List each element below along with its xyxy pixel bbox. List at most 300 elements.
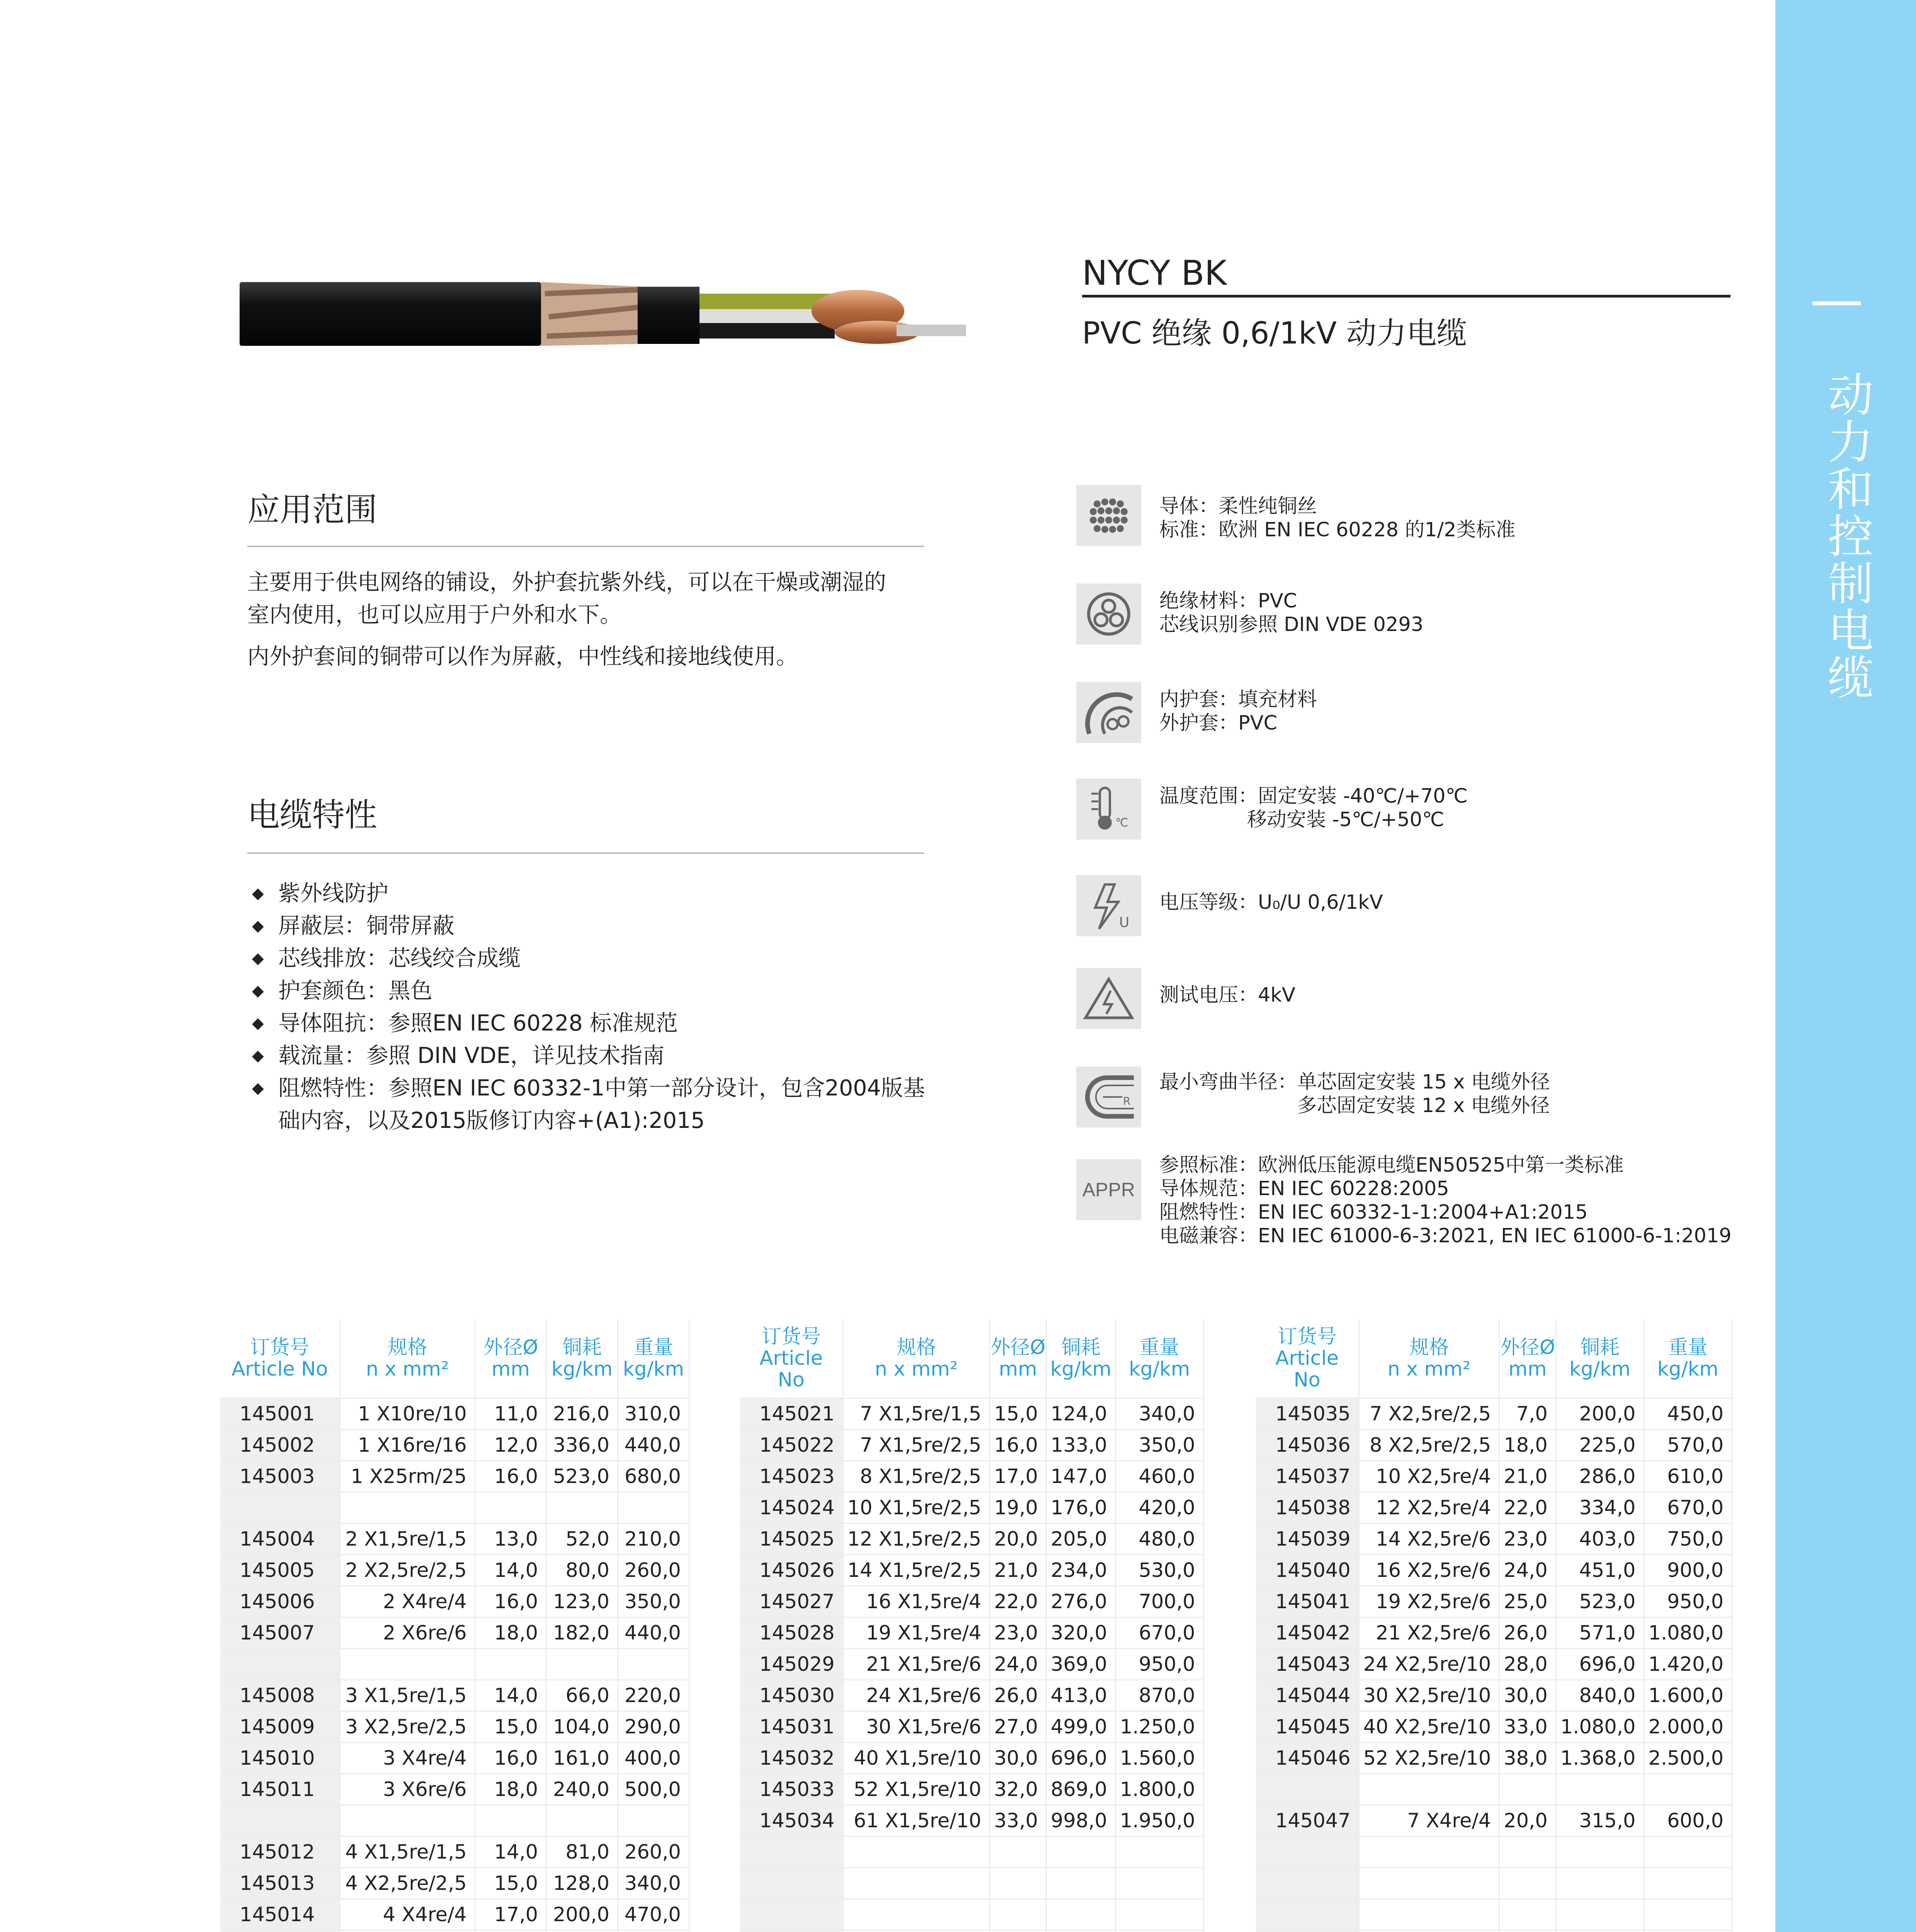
thermometer-icon xyxy=(1076,779,1141,840)
table-cell: 145024 xyxy=(740,1492,843,1524)
table-cell: 700,0 xyxy=(1115,1586,1203,1617)
table-cell: 21,0 xyxy=(1499,1461,1556,1492)
thermometer-label: ℃ xyxy=(1115,816,1128,830)
table-row xyxy=(740,1930,1203,1932)
table-cell: 145022 xyxy=(740,1430,843,1461)
table-header-cell: 外径Ø mm xyxy=(475,1320,546,1398)
table-row xyxy=(740,1837,1203,1868)
product-subtitle: PVC 绝缘 0,6/1kV 动力电缆 xyxy=(1082,316,1467,351)
table-cell: 413,0 xyxy=(1046,1680,1115,1711)
table-cell: 24,0 xyxy=(1499,1555,1556,1586)
feature-item xyxy=(247,1007,943,1039)
table-cell: 145021 xyxy=(740,1398,843,1430)
table-cell xyxy=(1115,1930,1203,1932)
bullet-icon: ◆ xyxy=(252,1079,264,1097)
table-cell xyxy=(1256,1868,1359,1899)
table-cell: 696,0 xyxy=(1046,1743,1115,1774)
table-cell: 1.368,0 xyxy=(1556,1743,1644,1774)
product-rule xyxy=(1082,295,1731,298)
table-row xyxy=(740,1868,1203,1899)
table-cell: 145029 xyxy=(740,1649,843,1680)
spec-table-3 xyxy=(1256,1320,1732,1932)
table-row xyxy=(220,1524,689,1555)
table-cell: 16 X1,5re/4 xyxy=(843,1586,990,1617)
table-cell xyxy=(1359,1837,1499,1868)
features-rule xyxy=(247,852,924,854)
table-cell: 145034 xyxy=(740,1805,843,1837)
table-cell: 33,0 xyxy=(990,1805,1046,1837)
table-cell: 145030 xyxy=(740,1680,843,1711)
table-cell: 2.500,0 xyxy=(1644,1743,1732,1774)
table-cell: 290,0 xyxy=(618,1711,689,1743)
table-row xyxy=(1256,1555,1732,1586)
table-cell: 145011 xyxy=(220,1774,340,1805)
table-cell xyxy=(740,1930,843,1932)
table-cell: 61 X1,5re/10 xyxy=(843,1805,990,1837)
table-cell: 145014 xyxy=(220,1899,340,1930)
table-cell: 145038 xyxy=(1256,1492,1359,1524)
table-cell: 145002 xyxy=(220,1430,340,1461)
table-cell: 30,0 xyxy=(1499,1680,1556,1711)
table-cell: 145013 xyxy=(220,1868,340,1899)
table-cell xyxy=(1256,1837,1359,1868)
table-header-cell: 重量 kg/km xyxy=(618,1320,689,1398)
table-cell: 320,0 xyxy=(1046,1617,1115,1649)
table-cell xyxy=(618,1492,689,1524)
table-row xyxy=(1256,1586,1732,1617)
table-cell: 8 X1,5re/2,5 xyxy=(843,1461,990,1492)
bullet-icon: ◆ xyxy=(252,1047,264,1065)
table-cell: 1.600,0 xyxy=(1644,1680,1732,1711)
table-row xyxy=(1256,1711,1732,1743)
table-cell: 23,0 xyxy=(1499,1524,1556,1555)
table-cell: 334,0 xyxy=(1556,1492,1644,1524)
table-row xyxy=(740,1680,1203,1711)
table-cell: 145045 xyxy=(1256,1711,1359,1743)
table-header-cell: 订货号 Article No xyxy=(220,1320,340,1398)
table-cell: 420,0 xyxy=(1115,1492,1203,1524)
table-row xyxy=(220,1461,689,1492)
feature-text: 阻燃特性：参照EN IEC 60332-1中第一部分设计，包含2004版基 xyxy=(278,1075,925,1101)
table-cell: 145036 xyxy=(1256,1430,1359,1461)
table-row xyxy=(1256,1680,1732,1711)
features-list xyxy=(247,877,943,1137)
table-row xyxy=(220,1492,689,1524)
side-band xyxy=(1775,0,1916,1932)
table-cell: 3 X6re/6 xyxy=(340,1774,475,1805)
table-row xyxy=(220,1930,689,1932)
table-cell xyxy=(843,1868,990,1899)
table-cell: 52,0 xyxy=(546,1524,618,1555)
table-cell: 21 X2,5re/6 xyxy=(1359,1617,1499,1649)
table-cell: 145046 xyxy=(1256,1743,1359,1774)
table-row xyxy=(1256,1398,1732,1430)
table-cell: 1.560,0 xyxy=(1115,1743,1203,1774)
table-cell: 145010 xyxy=(220,1743,340,1774)
table-cell: 403,0 xyxy=(1556,1524,1644,1555)
table-cell: 145012 xyxy=(220,1837,340,1868)
features-title: 电缆特性 xyxy=(247,796,378,834)
feature-text: 芯线排放：芯线绞合成缆 xyxy=(278,946,521,971)
table-cell: 315,0 xyxy=(1556,1805,1644,1837)
table-row xyxy=(740,1649,1203,1680)
table-row xyxy=(220,1430,689,1461)
table-cell: 145003 xyxy=(220,1461,340,1492)
table-cell: 470,0 xyxy=(618,1899,689,1930)
table-cell: 350,0 xyxy=(618,1586,689,1617)
table-header-cell: 规格 n x mm² xyxy=(1359,1320,1499,1398)
table-cell xyxy=(1046,1899,1115,1930)
table-cell xyxy=(1644,1930,1732,1932)
table-cell: 14 X1,5re/2,5 xyxy=(843,1555,990,1586)
table-cell xyxy=(1556,1899,1644,1930)
table-row xyxy=(220,1555,689,1586)
table-cell: 80,0 xyxy=(546,1555,618,1586)
table-cell: 570,0 xyxy=(1644,1430,1732,1461)
table-cell xyxy=(1556,1774,1644,1805)
bullet-icon: ◆ xyxy=(252,917,264,935)
table-row xyxy=(1256,1492,1732,1524)
table-cell: 480,0 xyxy=(1115,1524,1203,1555)
table-cell: 336,0 xyxy=(546,1430,618,1461)
table-cell: 870,0 xyxy=(1115,1680,1203,1711)
conductor-strands-icon xyxy=(1076,485,1141,546)
table-cell: 145039 xyxy=(1256,1524,1359,1555)
table-cell: 7 X1,5re/1,5 xyxy=(843,1398,990,1430)
table-cell: 30 X2,5re/10 xyxy=(1359,1680,1499,1711)
table-cell: 216,0 xyxy=(546,1398,618,1430)
table-cell: 182,0 xyxy=(546,1617,618,1649)
table-cell: 1.800,0 xyxy=(1115,1774,1203,1805)
table-cell: 696,0 xyxy=(1556,1649,1644,1680)
table-header-cell: 订货号 Article No xyxy=(740,1320,843,1398)
table-cell: 234,0 xyxy=(1046,1555,1115,1586)
table-row xyxy=(740,1711,1203,1743)
table-cell: 240,0 xyxy=(546,1774,618,1805)
table-header-cell: 规格 n x mm² xyxy=(340,1320,475,1398)
table-cell: 3 X1,5re/1,5 xyxy=(340,1680,475,1711)
table-cell: 145032 xyxy=(740,1743,843,1774)
table-row xyxy=(1256,1524,1732,1555)
feature-item xyxy=(247,910,943,942)
table-cell xyxy=(843,1837,990,1868)
table-cell xyxy=(220,1805,340,1837)
table-cell: 869,0 xyxy=(1046,1774,1115,1805)
table-cell xyxy=(340,1805,475,1837)
spec-standards: 参照标准：欧洲低压能源电缆EN50525中第一类标准 导体规范：EN IEC 60228:2005 阻燃特性：EN IEC 60332-1-1:2004+A1:2015 电磁兼容：EN IEC 61000-6-3:2021, EN IEC 61000-6-1:2019 xyxy=(1159,1154,1732,1247)
table-row xyxy=(740,1805,1203,1837)
side-dash xyxy=(1812,301,1861,305)
table-row xyxy=(740,1461,1203,1492)
table-row xyxy=(220,1711,689,1743)
spec-test-voltage: 测试电压：4kV xyxy=(1159,984,1295,1007)
table-header-cell: 外径Ø mm xyxy=(990,1320,1046,1398)
table-header-cell: 铜耗 kg/km xyxy=(1556,1320,1644,1398)
table-cell: 145005 xyxy=(220,1555,340,1586)
table-cell: 145047 xyxy=(1256,1805,1359,1837)
table-cell: 128,0 xyxy=(546,1868,618,1899)
table-row xyxy=(220,1649,689,1680)
spec-insulation: 绝缘材料：PVC 芯线识别参照 DIN VDE 0293 xyxy=(1159,590,1424,636)
feature-text: 紫外线防护 xyxy=(278,881,388,906)
table-cell: 205,0 xyxy=(1046,1524,1115,1555)
table-cell: 1.950,0 xyxy=(1115,1805,1203,1837)
table-cell: 4 X1,5re/1,5 xyxy=(340,1837,475,1868)
table-cell: 680,0 xyxy=(618,1461,689,1492)
spec-voltage: 电压等级：U₀/U 0,6/1kV xyxy=(1159,891,1383,914)
table-cell: 1.080,0 xyxy=(1644,1617,1732,1649)
table-cell: 200,0 xyxy=(1556,1398,1644,1430)
table-cell xyxy=(546,1492,618,1524)
table-cell: 225,0 xyxy=(1556,1430,1644,1461)
table-cell xyxy=(1046,1868,1115,1899)
table-row xyxy=(1256,1868,1732,1899)
table-row xyxy=(220,1586,689,1617)
table-cell: 15,0 xyxy=(475,1868,546,1899)
table-header-cell: 重量 kg/km xyxy=(1115,1320,1203,1398)
table-cell: 33,0 xyxy=(1499,1711,1556,1743)
table-cell: 18,0 xyxy=(475,1774,546,1805)
bullet-icon: ◆ xyxy=(252,884,264,902)
table-cell: 20,0 xyxy=(1499,1805,1556,1837)
table-cell: 52 X2,5re/10 xyxy=(1359,1743,1499,1774)
table-row xyxy=(1256,1617,1732,1649)
table-cell: 900,0 xyxy=(1644,1555,1732,1586)
table-cell: 2.000,0 xyxy=(1644,1711,1732,1743)
table-cell xyxy=(843,1899,990,1930)
table-cell xyxy=(1359,1868,1499,1899)
table-cell: 12,0 xyxy=(475,1430,546,1461)
table-cell: 286,0 xyxy=(1556,1461,1644,1492)
table-cell: 2 X6re/6 xyxy=(340,1617,475,1649)
table-cell xyxy=(1556,1868,1644,1899)
table-cell: 13,0 xyxy=(475,1524,546,1555)
table-cell: 369,0 xyxy=(1046,1649,1115,1680)
table-cell: 998,0 xyxy=(1046,1805,1115,1837)
table-cell: 145025 xyxy=(740,1524,843,1555)
table-cell xyxy=(990,1868,1046,1899)
table-cell xyxy=(618,1930,689,1932)
table-cell xyxy=(1359,1899,1499,1930)
table-cell: 19,0 xyxy=(990,1492,1046,1524)
table-row xyxy=(220,1398,689,1430)
table-cell xyxy=(1256,1774,1359,1805)
table-cell: 8 X2,5re/2,5 xyxy=(1359,1430,1499,1461)
table-cell: 7 X1,5re/2,5 xyxy=(843,1430,990,1461)
table-cell: 17,0 xyxy=(475,1899,546,1930)
table-cell: 24 X1,5re/6 xyxy=(843,1680,990,1711)
table-row xyxy=(740,1430,1203,1461)
table-cell xyxy=(1644,1899,1732,1930)
table-cell: 18,0 xyxy=(1499,1430,1556,1461)
table-cell: 460,0 xyxy=(1115,1461,1203,1492)
table-cell: 26,0 xyxy=(1499,1617,1556,1649)
table-cell xyxy=(1046,1930,1115,1932)
table-cell xyxy=(475,1930,546,1932)
table-cell: 52 X1,5re/10 xyxy=(843,1774,990,1805)
table-cell xyxy=(475,1492,546,1524)
table-cell: 450,0 xyxy=(1644,1398,1732,1430)
table-cell: 145008 xyxy=(220,1680,340,1711)
table-cell: 840,0 xyxy=(1556,1680,1644,1711)
table-cell: 24 X2,5re/10 xyxy=(1359,1649,1499,1680)
table-cell: 440,0 xyxy=(618,1430,689,1461)
bullet-icon: ◆ xyxy=(252,982,264,1000)
table-cell: 16,0 xyxy=(475,1461,546,1492)
application-text xyxy=(247,566,939,682)
table-cell: 12 X2,5re/4 xyxy=(1359,1492,1499,1524)
table-cell xyxy=(1556,1930,1644,1932)
table-cell: 145035 xyxy=(1256,1398,1359,1430)
table-cell: 2 X2,5re/2,5 xyxy=(340,1555,475,1586)
table-cell xyxy=(1115,1837,1203,1868)
table-row xyxy=(740,1743,1203,1774)
table-cell: 1 X10re/10 xyxy=(340,1398,475,1430)
table-row xyxy=(740,1899,1203,1930)
table-cell: 16 X2,5re/6 xyxy=(1359,1555,1499,1586)
table-cell: 32,0 xyxy=(990,1774,1046,1805)
table-cell xyxy=(220,1492,340,1524)
table-cell xyxy=(546,1649,618,1680)
table-cell: 81,0 xyxy=(546,1837,618,1868)
table-cell: 133,0 xyxy=(1046,1430,1115,1461)
table-cell: 145009 xyxy=(220,1711,340,1743)
table-row xyxy=(220,1680,689,1711)
table-cell: 260,0 xyxy=(618,1555,689,1586)
spec-temperature: 温度范围：固定安装 -40℃/+70℃ 移动安装 -5℃/+50℃ xyxy=(1159,785,1468,831)
table-row xyxy=(1256,1430,1732,1461)
table-cell xyxy=(475,1649,546,1680)
table-cell: 145026 xyxy=(740,1555,843,1586)
bullet-icon: ◆ xyxy=(252,949,264,967)
table-cell: 14,0 xyxy=(475,1680,546,1711)
table-cell: 21 X1,5re/6 xyxy=(843,1649,990,1680)
table-cell: 2 X4re/4 xyxy=(340,1586,475,1617)
table-header-row xyxy=(740,1320,1203,1398)
table-cell: 145007 xyxy=(220,1617,340,1649)
feature-item xyxy=(247,975,943,1007)
table-cell: 145041 xyxy=(1256,1586,1359,1617)
table-cell xyxy=(1046,1837,1115,1868)
table-header-cell: 铜耗 kg/km xyxy=(546,1320,618,1398)
table-cell: 10 X2,5re/4 xyxy=(1359,1461,1499,1492)
table-cell: 124,0 xyxy=(1046,1398,1115,1430)
application-rule xyxy=(247,546,924,547)
table-cell: 145031 xyxy=(740,1711,843,1743)
approval-icon xyxy=(1076,1159,1141,1220)
table-cell xyxy=(740,1899,843,1930)
table-cell: 210,0 xyxy=(618,1524,689,1555)
table-row xyxy=(220,1868,689,1899)
table-cell: 145006 xyxy=(220,1586,340,1617)
table-row xyxy=(220,1837,689,1868)
table-cell: 161,0 xyxy=(546,1743,618,1774)
table-cell xyxy=(1115,1868,1203,1899)
table-cell xyxy=(1556,1837,1644,1868)
table-cell: 571,0 xyxy=(1556,1617,1644,1649)
table-cell: 950,0 xyxy=(1115,1649,1203,1680)
table-row xyxy=(220,1743,689,1774)
insulation-cores-icon xyxy=(1076,583,1141,645)
table-cell: 11,0 xyxy=(475,1398,546,1430)
voltage-label: U xyxy=(1119,915,1130,930)
table-row xyxy=(740,1524,1203,1555)
table-header-row xyxy=(1256,1320,1732,1398)
table-cell: 40 X2,5re/10 xyxy=(1359,1711,1499,1743)
table-cell: 670,0 xyxy=(1644,1492,1732,1524)
feature-text: 载流量：参照 DIN VDE，详见技术指南 xyxy=(278,1043,665,1068)
bullet-icon: ◆ xyxy=(252,1014,264,1032)
table-cell: 26,0 xyxy=(990,1680,1046,1711)
table-cell: 3 X4re/4 xyxy=(340,1743,475,1774)
table-cell: 1.420,0 xyxy=(1644,1649,1732,1680)
table-cell: 145042 xyxy=(1256,1617,1359,1649)
table-cell xyxy=(1499,1837,1556,1868)
table-row xyxy=(1256,1805,1732,1837)
table-cell: 19 X1,5re/4 xyxy=(843,1617,990,1649)
table-cell: 14,0 xyxy=(475,1837,546,1868)
table-cell xyxy=(1256,1930,1359,1932)
table-row xyxy=(1256,1649,1732,1680)
application-line: 内外护套间的铜带可以作为屏蔽，中性线和接地线使用。 xyxy=(247,644,798,669)
table-cell: 7 X2,5re/2,5 xyxy=(1359,1398,1499,1430)
table-cell xyxy=(475,1805,546,1837)
table-row xyxy=(740,1398,1203,1430)
table-row xyxy=(1256,1930,1732,1932)
table-row xyxy=(740,1774,1203,1805)
table-row xyxy=(1256,1774,1732,1805)
table-cell: 145027 xyxy=(740,1586,843,1617)
feature-item xyxy=(247,877,943,910)
table-row xyxy=(1256,1837,1732,1868)
table-cell xyxy=(1256,1899,1359,1930)
table-cell: 145004 xyxy=(220,1524,340,1555)
table-cell xyxy=(1359,1930,1499,1932)
table-cell: 1 X25rm/25 xyxy=(340,1461,475,1492)
table-cell: 15,0 xyxy=(990,1398,1046,1430)
feature-text: 屏蔽层：铜带屏蔽 xyxy=(278,913,454,939)
table-cell: 610,0 xyxy=(1644,1461,1732,1492)
table-cell: 20,0 xyxy=(990,1524,1046,1555)
test-voltage-icon xyxy=(1076,968,1141,1029)
table-cell: 145037 xyxy=(1256,1461,1359,1492)
table-cell: 30,0 xyxy=(990,1743,1046,1774)
table-cell: 145001 xyxy=(220,1398,340,1430)
table-cell xyxy=(1499,1899,1556,1930)
table-cell: 28,0 xyxy=(1499,1649,1556,1680)
table-cell: 1 X16re/16 xyxy=(340,1430,475,1461)
table-row xyxy=(220,1899,689,1930)
table-cell: 276,0 xyxy=(1046,1586,1115,1617)
table-cell: 66,0 xyxy=(546,1680,618,1711)
table-cell: 200,0 xyxy=(546,1899,618,1930)
table-cell xyxy=(340,1492,475,1524)
table-cell: 18,0 xyxy=(475,1617,546,1649)
table-header-cell: 重量 kg/km xyxy=(1644,1320,1732,1398)
table-cell: 15,0 xyxy=(475,1711,546,1743)
application-title: 应用范围 xyxy=(247,491,378,529)
table-cell xyxy=(220,1930,340,1932)
table-row xyxy=(740,1617,1203,1649)
feature-text: 础内容，以及2015版修订内容+(A1):2015 xyxy=(278,1108,705,1133)
feature-text: 导体阻抗：参照EN IEC 60228 标准规范 xyxy=(278,1010,678,1036)
table-cell: 260,0 xyxy=(618,1837,689,1868)
table-cell: 104,0 xyxy=(546,1711,618,1743)
application-line: 室内使用，也可以应用于户外和水下。 xyxy=(247,602,622,628)
table-cell xyxy=(740,1868,843,1899)
table-cell: 145043 xyxy=(1256,1649,1359,1680)
spec-conductor: 导体：柔性纯铜丝 标准：欧洲 EN IEC 60228 的1/2类标准 xyxy=(1159,495,1516,541)
